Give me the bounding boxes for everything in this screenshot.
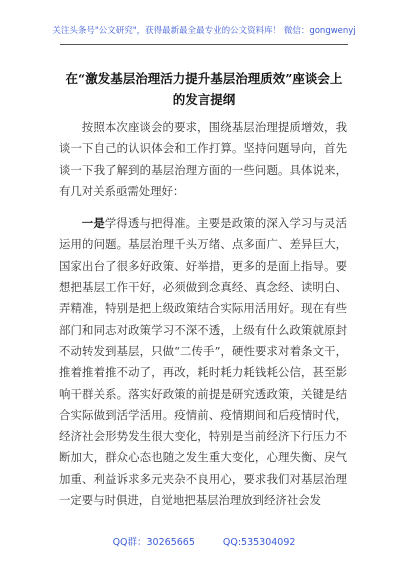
paragraph-intro [59,117,347,202]
footer-contact [0,534,408,548]
paragraph-text: 学得透与把得准。主要是政策的深入学习与灵活运用的问题。基层治理千头万绪、点多面广、差异巨大，国家出台了很多好政策、好举措，更多的是面上指导。要想把基层工作干好，必须做到念真经、真念经、读明白、弄精准，特别是把上级政策结合实际用活用好。现在有些部门和同志对政策学习不深不透，上级有什么政策就原封不动转发到基层，只做“二传手”，硬性要求对着条文干，推着推着推不动了，再改，耗时耗力耗钱耗公信，甚至影响干群关系。落实好政策的前提是研究透政策，关键是结合实际做到活学活用。疫情前、疫情期间和后疫情时代，经济社会形势发生很大变化，特别是当前经济下行压力不断加大，群众心态也随之发生重大变化，心理失衡、戾气加重、利益诉求多元夹杂不良用心，要求我们对基层治理一定要与时俱进，自觉地把基层治理放到经济社会发 [59,216,347,508]
header-divider [60,44,348,45]
footer-qq-group: QQ群：30265665 [112,537,195,548]
paragraph-point-one [59,213,347,511]
paragraph-lead: 一是 [81,216,105,231]
document-body [59,117,347,511]
paragraph-text: 按照本次座谈会的要求，围绕基层治理提质增效，我谈一下自己的认识体会和工作打算。坚持问题导向，首先谈一下我了解到的基层治理方面的一些问题。具体说来，有几对关系亟需处理好： [59,120,347,198]
header-note: 关注头条号"公文研究"，获得最新最全最专业的公文资料库！ 微信：gongwenyj [52,26,356,36]
footer-qq: QQ:535304092 [222,537,296,548]
document-title: 在“激发基层治理活力提升基层治理质效”座谈会上的发言提纲 [65,71,343,107]
